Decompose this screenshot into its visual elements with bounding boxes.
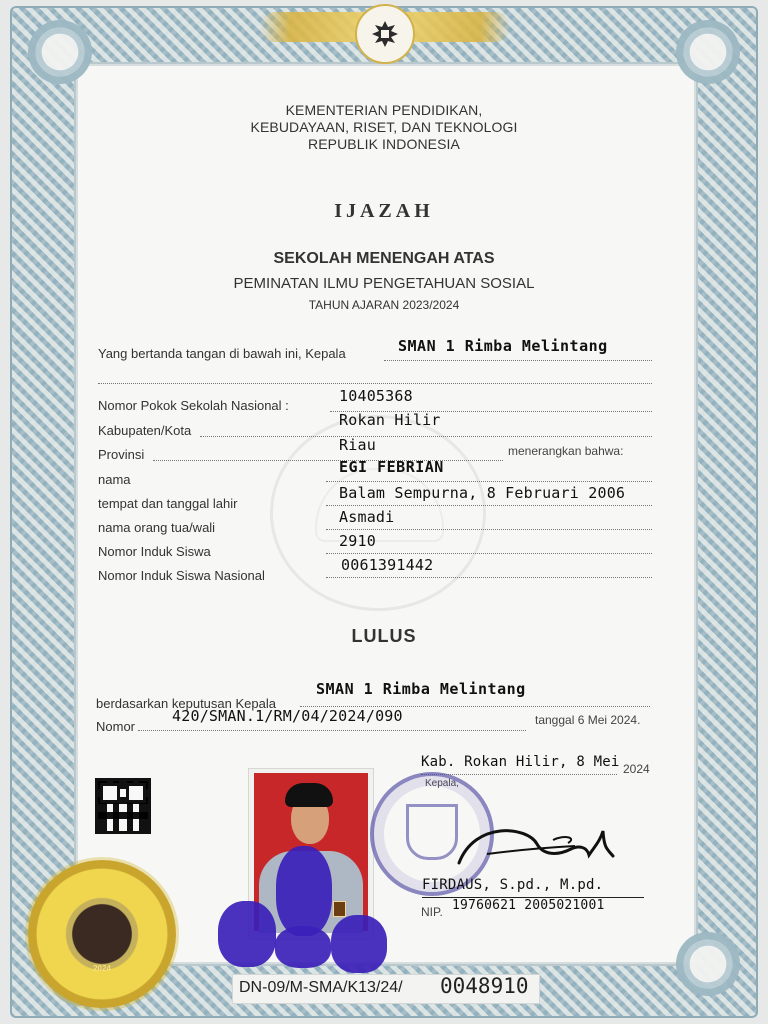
npsn-value: 10405368	[339, 387, 413, 405]
place-date-handwritten: Kab. Rokan Hilir, 8 Mei	[421, 754, 620, 770]
birth-label: tempat dan tanggal lahir	[98, 496, 238, 511]
headmaster-title: Kepala,	[425, 778, 459, 789]
national-student-number-value: 0061391442	[341, 556, 434, 574]
photo-school-badge-icon	[333, 901, 346, 917]
certificate-title: IJAZAH	[334, 200, 434, 222]
program-title: PEMINATAN ILMU PENGETAHUAN SOSIAL	[233, 275, 535, 292]
dotted-line	[153, 459, 503, 461]
province-label: Provinsi	[98, 447, 145, 462]
fingerprint-mark	[275, 926, 331, 968]
parent-label: nama orang tua/wali	[98, 520, 216, 535]
dotted-line	[326, 576, 652, 578]
headmaster-name: FIRDAUS, S.pd., M.pd.	[422, 877, 604, 893]
decision-number-label: Nomor	[96, 719, 136, 734]
school-name-handwritten: SMAN 1 Rimba Melintang	[398, 337, 608, 355]
dotted-line	[326, 480, 652, 482]
decision-school-handwritten: SMAN 1 Rimba Melintang	[316, 680, 526, 698]
dotted-line	[326, 528, 652, 530]
dotted-line	[326, 552, 652, 554]
academic-year: TAHUN AJARAN 2023/2024	[308, 298, 460, 312]
dotted-line	[326, 504, 652, 506]
student-name-value: EGI FEBRIAN	[339, 458, 444, 476]
garuda-emblem-icon	[355, 4, 415, 64]
ministry-line: REPUBLIK INDONESIA	[308, 136, 460, 152]
nip-label: NIP.	[421, 905, 443, 919]
ministry-line: KEMENTERIAN PENDIDIKAN,	[285, 102, 483, 118]
top-left-corner-ornament-icon	[28, 20, 92, 84]
name-label: nama	[98, 472, 131, 487]
dotted-line	[98, 382, 652, 384]
signature-icon	[455, 813, 615, 873]
serial-number: 0048910	[440, 974, 529, 998]
decision-date: tanggal 6 Mei 2024.	[535, 713, 641, 727]
regency-label: Kabupaten/Kota	[98, 423, 192, 438]
npsn-label: Nomor Pokok Sekolah Nasional :	[98, 398, 289, 413]
bottom-right-corner-ornament-icon	[676, 932, 740, 996]
ministry-heading	[0, 102, 768, 153]
dotted-line	[138, 729, 526, 731]
serial-label: DN-09/M-SMA/K13/24/	[239, 979, 403, 996]
statement-prefix: Yang bertanda tangan di bawah ini, Kepala	[98, 346, 346, 361]
birth-value: Balam Sempurna, 8 Februari 2006	[339, 484, 626, 502]
decision-prefix: berdasarkan keputusan Kepala	[96, 696, 276, 711]
student-number-label: Nomor Induk Siswa	[98, 544, 211, 559]
school-level: SEKOLAH MENENGAH ATAS	[273, 250, 495, 267]
student-number-value: 2910	[339, 532, 376, 550]
photo-hair	[285, 783, 333, 807]
gold-seal-icon	[28, 860, 176, 1008]
place-date-year: 2024	[623, 762, 650, 776]
fingerprint-mark	[218, 901, 276, 967]
nip-value: 19760621 2005021001	[452, 898, 605, 913]
seal-year: 2024	[93, 964, 111, 973]
top-right-corner-ornament-icon	[676, 20, 740, 84]
ministry-line: KEBUDAYAAN, RISET, DAN TEKNOLOGI	[250, 119, 518, 135]
province-value: Riau	[339, 436, 376, 454]
decision-number-value: 420/SMAN.1/RM/04/2024/090	[172, 707, 403, 725]
fingerprint-mark	[331, 915, 387, 973]
statement-suffix: menerangkan bahwa:	[508, 444, 624, 458]
graduation-result: LULUS	[351, 626, 417, 646]
dotted-line	[200, 435, 652, 437]
parent-value: Asmadi	[339, 508, 395, 526]
fingerprint-mark	[276, 846, 332, 936]
national-student-number-label: Nomor Induk Siswa Nasional	[98, 568, 265, 583]
qr-code-icon	[95, 778, 151, 834]
regency-value: Rokan Hilir	[339, 411, 441, 429]
dotted-line	[384, 359, 652, 361]
